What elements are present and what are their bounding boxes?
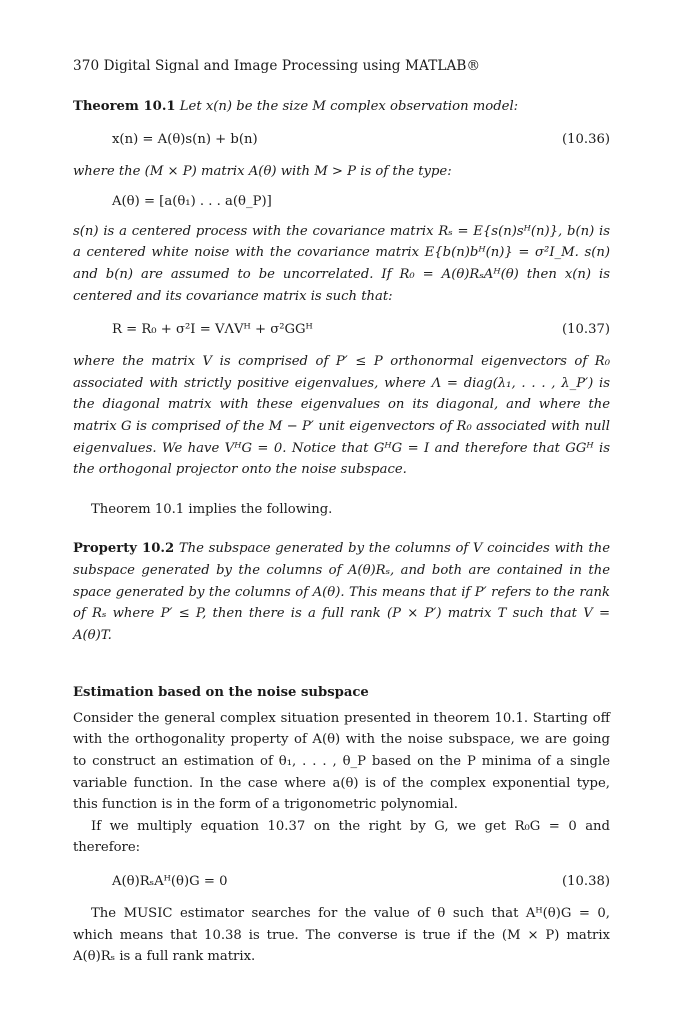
- theorem-label: Theorem 10.1: [73, 98, 176, 114]
- equation-10-38-body: A(θ)RₛAᴴ(θ)G = 0: [112, 874, 228, 890]
- theorem-where-1: where the (M × P) matrix A(θ) with M > P is of the type:: [73, 164, 452, 180]
- equation-10-36: [73, 129, 610, 151]
- running-header: 370 Digital Signal and Image Processing using MATLAB®: [73, 58, 481, 74]
- equation-10-38-number: (10.38): [561, 874, 610, 890]
- theorem-where-2: where the matrix V is comprised of P′ ≤ P orthonormal eigenvectors of R₀ associated with strictly positive eigenvalues, where Λ = diag(λ₁, . . . , λ_P′) is the diagonal matrix with these eigenvalues on its diagonal, and where the matrix G is comprised of the M − P′ unit eigenvectors of R₀ associated with null eigenvalues. We have VᴴG = 0. Notice that GᴴG = I and therefore that GGᴴ is the orthogonal projector onto the noise subspace.: [73, 354, 610, 478]
- section-heading: Estimation based on the noise subspace: [73, 685, 369, 701]
- equation-10-37: [73, 319, 610, 341]
- implies-line: Theorem 10.1 implies the following.: [91, 501, 333, 517]
- equation-10-36-number: (10.36): [561, 132, 610, 148]
- equation-10-37-number: (10.37): [561, 322, 610, 338]
- paragraph-3: The MUSIC estimator searches for the value of θ such that Aᴴ(θ)G = 0, which means that 10.38 is true. The converse is true if the (M × P) matrix A(θ)Rₛ is a full rank matrix.: [73, 906, 610, 965]
- property-10-2: [73, 538, 610, 646]
- equation-A-theta-body: A(θ) = [a(θ₁) . . . a(θ_P)]: [112, 193, 272, 209]
- equation-10-36-body: x(n) = A(θ)s(n) + b(n): [112, 132, 258, 148]
- equation-10-37-body: R = R₀ + σ²I = VΛVᴴ + σ²GGᴴ: [112, 322, 313, 338]
- property-text: The subspace generated by the columns of V coincides with the subspace generated by the columns of A(θ)Rₛ, and both are contained in the space generated by the columns of A(θ). This means that if P′ refers to the rank of Rₛ where P′ ≤ P, then there is a full rank (P × P′) matrix T such that V = A(θ)T.: [73, 541, 611, 643]
- theorem-intro-text: Let x(n) be the size M complex observation model:: [179, 98, 519, 114]
- page-body: [73, 56, 610, 968]
- paragraph-2: If we multiply equation 10.37 on the right by G, we get R₀G = 0 and therefore:: [73, 818, 610, 856]
- equation-10-38: [73, 871, 610, 893]
- property-label: Property 10.2: [73, 541, 175, 557]
- paragraph-1: Consider the general complex situation presented in theorem 10.1. Starting off with the orthogonality property of A(θ) with the noise subspace, we are going to construct an estimation of θ₁, . . . , θ_P based on the P minima of a single variable function. In the case where a(θ) is of the complex exponential type, this function is in the form of a trigonometric polynomial.: [73, 710, 610, 813]
- equation-A-theta: [73, 191, 610, 213]
- theorem-intro: [73, 96, 610, 118]
- theorem-body: s(n) is a centered process with the covariance matrix Rₛ = E{s(n)sᴴ(n)}, b(n) is a centered white noise with the covariance matrix E{b(n)bᴴ(n)} = σ²I_M. s(n) and b(n) are assumed to be uncorrelated. If R₀ = A(θ)RₛAᴴ(θ) then x(n) is centered and its covariance matrix is such that:: [73, 223, 610, 304]
